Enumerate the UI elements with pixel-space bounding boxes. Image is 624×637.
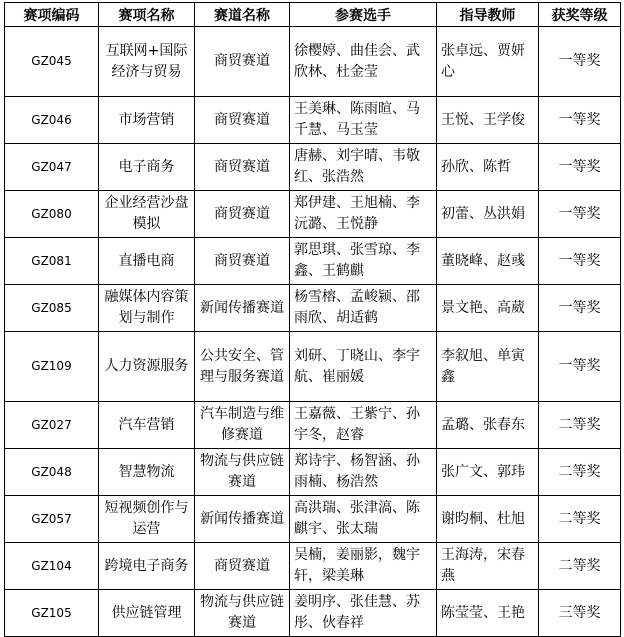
table-row	[5, 543, 621, 590]
table-row	[5, 191, 621, 238]
table-row	[5, 97, 621, 144]
event-cell: 直播电商	[99, 238, 195, 285]
code-cell: GZ057	[5, 496, 99, 543]
track-cell: 新闻传播赛道	[195, 285, 290, 332]
table-row	[5, 285, 621, 332]
teachers-cell: 孙欣、陈哲	[437, 144, 539, 191]
level-cell: 二等奖	[539, 496, 621, 543]
code-cell: GZ081	[5, 238, 99, 285]
track-cell: 汽车制造与维修赛道	[195, 402, 290, 449]
event-cell: 跨境电子商务	[99, 543, 195, 590]
track-cell: 公共安全、管理与服务赛道	[195, 332, 290, 402]
event-cell: 供应链管理	[99, 590, 195, 637]
event-cell: 电子商务	[99, 144, 195, 191]
code-cell: GZ080	[5, 191, 99, 238]
event-cell: 汽车营销	[99, 402, 195, 449]
table-row	[5, 238, 621, 285]
level-cell: 一等奖	[539, 27, 621, 97]
track-cell: 物流与供应链赛道	[195, 590, 290, 637]
table-row	[5, 27, 621, 97]
level-cell: 一等奖	[539, 238, 621, 285]
contestants-cell: 刘研、丁晓山、李宇航、崔丽媛	[290, 332, 437, 402]
contestants-cell: 郑诗宇、杨智涵、孙雨楠、杨浩然	[290, 449, 437, 496]
teachers-cell: 谢昀桐、杜旭	[437, 496, 539, 543]
teachers-cell: 张卓远、贾妍心	[437, 27, 539, 97]
track-cell: 商贸赛道	[195, 27, 290, 97]
contestants-cell: 王嘉薇、王紫宁、孙宇冬，赵睿	[290, 402, 437, 449]
table-row	[5, 590, 621, 637]
level-cell: 一等奖	[539, 332, 621, 402]
event-cell: 融媒体内容策划与制作	[99, 285, 195, 332]
teachers-cell: 景文艳、高葳	[437, 285, 539, 332]
level-cell: 二等奖	[539, 449, 621, 496]
table-row	[5, 496, 621, 543]
contestants-cell: 郑伊建、王旭楠、李沅潞、王悦静	[290, 191, 437, 238]
contestants-cell: 徐樱婷、曲佳会、武欣林、杜金莹	[290, 27, 437, 97]
level-cell: 二等奖	[539, 543, 621, 590]
code-cell: GZ046	[5, 97, 99, 144]
event-cell: 短视频创作与运营	[99, 496, 195, 543]
teachers-cell: 陈莹莹、王艳	[437, 590, 539, 637]
teachers-cell: 初蕾、丛洪娟	[437, 191, 539, 238]
event-cell: 互联网+国际经济与贸易	[99, 27, 195, 97]
contestants-cell: 吴楠，姜丽影，魏宇轩，梁美琳	[290, 543, 437, 590]
contestants-cell: 唐赫、刘宇晴、韦敬红、张浩然	[290, 144, 437, 191]
track-cell: 新闻传播赛道	[195, 496, 290, 543]
teachers-cell: 张广文、郭玮	[437, 449, 539, 496]
teachers-cell: 孟璐、张春东	[437, 402, 539, 449]
header-teachers: 指导教师	[437, 3, 539, 27]
table-row	[5, 332, 621, 402]
header-track: 赛道名称	[195, 3, 290, 27]
level-cell: 一等奖	[539, 191, 621, 238]
code-cell: GZ048	[5, 449, 99, 496]
track-cell: 物流与供应链赛道	[195, 449, 290, 496]
track-cell: 商贸赛道	[195, 191, 290, 238]
event-cell: 企业经营沙盘模拟	[99, 191, 195, 238]
track-cell: 商贸赛道	[195, 238, 290, 285]
contestants-cell: 姜明序、张佳慧、苏彤、伙春祥	[290, 590, 437, 637]
level-cell: 一等奖	[539, 97, 621, 144]
contestants-cell: 王美琳、陈雨暄、马千慧、马玉莹	[290, 97, 437, 144]
header-event: 赛项名称	[99, 3, 195, 27]
table-row	[5, 449, 621, 496]
contestants-cell: 郭思琪、张雪琼、李鑫、王鹤麒	[290, 238, 437, 285]
event-cell: 智慧物流	[99, 449, 195, 496]
teachers-cell: 王海涛，宋春燕	[437, 543, 539, 590]
code-cell: GZ047	[5, 144, 99, 191]
code-cell: GZ045	[5, 27, 99, 97]
code-cell: GZ027	[5, 402, 99, 449]
teachers-cell: 董晓峰、赵彧	[437, 238, 539, 285]
track-cell: 商贸赛道	[195, 543, 290, 590]
code-cell: GZ104	[5, 543, 99, 590]
table-row	[5, 144, 621, 191]
level-cell: 二等奖	[539, 402, 621, 449]
header-contestants: 参赛选手	[290, 3, 437, 27]
teachers-cell: 王悦、王学俊	[437, 97, 539, 144]
code-cell: GZ109	[5, 332, 99, 402]
level-cell: 一等奖	[539, 144, 621, 191]
code-cell: GZ105	[5, 590, 99, 637]
table-row	[5, 402, 621, 449]
teachers-cell: 李叙旭、单寅鑫	[437, 332, 539, 402]
contestants-cell: 杨雪榕、孟峻颍、邵雨欣、胡适鹤	[290, 285, 437, 332]
event-cell: 人力资源服务	[99, 332, 195, 402]
header-code: 赛项编码	[5, 3, 99, 27]
header-row	[5, 3, 621, 27]
contestants-cell: 高洪瑞、张津滈、陈麒宇、张太瑞	[290, 496, 437, 543]
level-cell: 三等奖	[539, 590, 621, 637]
awards-table	[4, 2, 621, 637]
track-cell: 商贸赛道	[195, 144, 290, 191]
event-cell: 市场营销	[99, 97, 195, 144]
code-cell: GZ085	[5, 285, 99, 332]
header-level: 获奖等级	[539, 3, 621, 27]
level-cell: 一等奖	[539, 285, 621, 332]
track-cell: 商贸赛道	[195, 97, 290, 144]
